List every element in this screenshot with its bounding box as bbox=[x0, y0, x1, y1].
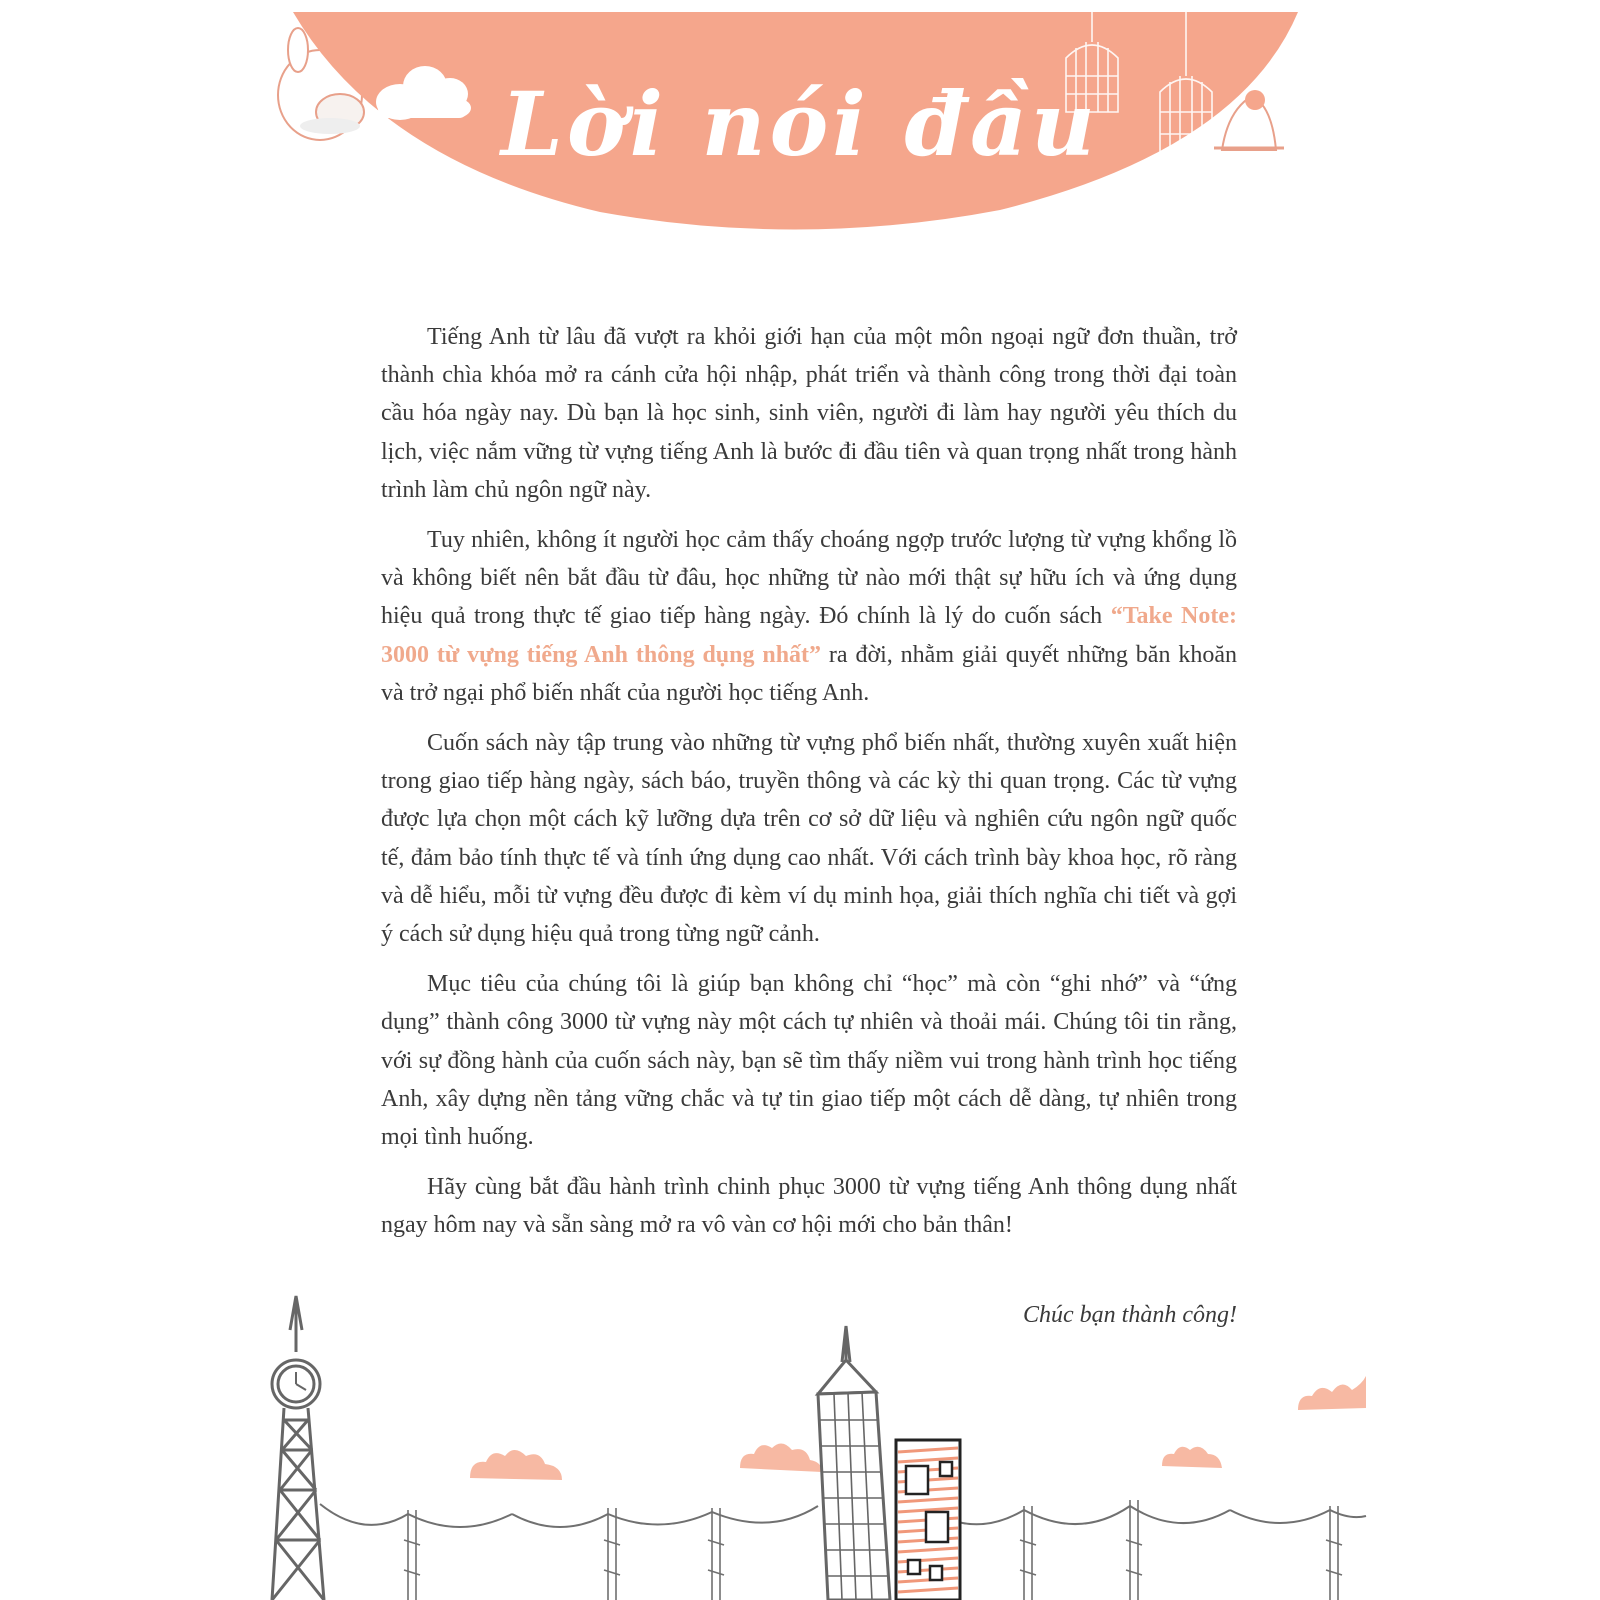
footer-skyline bbox=[0, 1290, 1600, 1600]
paragraph-2 bbox=[381, 521, 1237, 712]
paragraph-2-text-before: Tuy nhiên, không ít người học cảm thấy choáng ngợp trước lượng từ vựng khổng lồ và không biết nên bắt đầu từ đâu, học những từ nào mới thật sự hữu ích và ứng dụng hiệu quả trong thực tế giao tiếp hàng ngày. Đó chính là lý do cuốn sách bbox=[381, 527, 1237, 630]
page-title: Lời nói đầu bbox=[501, 72, 1099, 176]
paragraph-1: Tiếng Anh từ lâu đã vượt ra khỏi giới hạn của một môn ngoại ngữ đơn thuần, trở thành chìa khóa mở ra cánh cửa hội nhập, phát triển và thành công trong thời đại toàn cầu hóa ngày nay. Dù bạn là học sinh, sinh viên, người đi làm hay người yêu thích du lịch, việc nắm vững từ vựng tiếng Anh là bước đi đầu tiên và quan trọng nhất trong hành trình làm chủ ngôn ngữ này. bbox=[381, 324, 1237, 503]
preface-body bbox=[381, 318, 1237, 1257]
book-title-highlight: “Take Note: 3000 từ vựng tiếng Anh thông dụng nhất” bbox=[381, 603, 1237, 668]
clock-tower-icon bbox=[272, 1296, 324, 1600]
skyscraper-icon bbox=[818, 1326, 890, 1600]
striped-building-icon bbox=[896, 1440, 960, 1600]
paragraph-4: Mục tiêu của chúng tôi là giúp bạn không chỉ “học” mà còn “ghi nhớ” và “ứng dụng” thành công 3000 từ vựng này một cách tự nhiên và thoải mái. Chúng tôi tin rằng, với sự đồng hành của cuốn sách này, bạn sẽ tìm thấy niềm vui trong hành trình học tiếng Anh, xây dựng nền tảng vững chắc và tự tin giao tiếp một cách dễ dàng, tự nhiên trong mọi tình huống. bbox=[381, 971, 1237, 1151]
closing-wish: Chúc bạn thành công! bbox=[1023, 1302, 1237, 1328]
paragraph-3: Cuốn sách này tập trung vào những từ vựng phổ biến nhất, thường xuyên xuất hiện trong giao tiếp hàng ngày, sách báo, truyền thông và các kỳ thi quan trọng. Các từ vựng được lựa chọn một cách kỹ lưỡng dựa trên cơ sở dữ liệu và nghiên cứu ngôn ngữ quốc tế, đảm bảo tính thực tế và tính ứng dụng cao nhất. Với cách trình bày khoa học, rõ ràng và dễ hiểu, mỗi từ vựng đều được đi kèm ví dụ minh họa, giải thích nghĩa chi tiết và gợi ý cách sử dụng hiệu quả trong từng ngữ cảnh. bbox=[381, 730, 1237, 948]
paragraph-5: Hãy cùng bắt đầu hành trình chinh phục 3000 từ vựng tiếng Anh thông dụng nhất ngay hôm nay và sẵn sàng mở ra vô vàn cơ hội mới cho bản thân! bbox=[381, 1174, 1237, 1239]
paragraph-2-text-after: ra đời, nhằm giải quyết những băn khoăn và trở ngại phổ biến nhất của người học tiếng Anh. bbox=[381, 641, 1237, 706]
